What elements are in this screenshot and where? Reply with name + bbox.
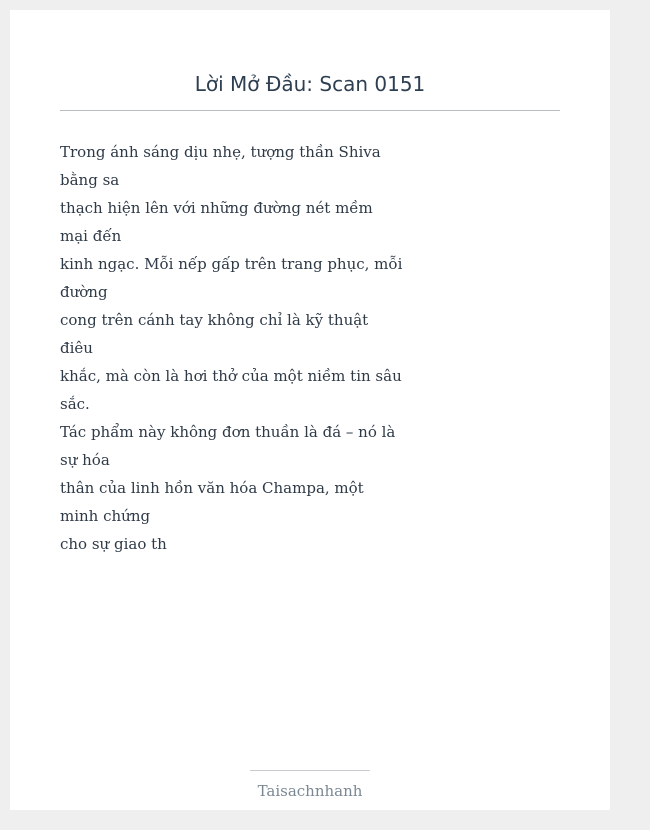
body-line: kinh ngạc. Mỗi nếp gấp trên trang phục, mỗi đường — [60, 255, 403, 301]
document-page — [10, 10, 610, 810]
body-line: khắc, mà còn là hơi thở của một niềm tin sâu sắc. — [60, 367, 402, 413]
body-line: cong trên cánh tay không chỉ là kỹ thuật điêu — [60, 311, 369, 357]
title-divider — [60, 110, 560, 111]
body-line: Trong ánh sáng dịu nhẹ, tượng thần Shiva bằng sa — [60, 143, 381, 189]
body-line: thạch hiện lên với những đường nét mềm mại đến — [60, 199, 373, 245]
body-line: Tác phẩm này không đơn thuần là đá – nó là sự hóa — [60, 423, 396, 469]
body-paragraph — [60, 138, 405, 558]
footer-divider — [250, 770, 370, 771]
page-title: Lời Mở Đầu: Scan 0151 — [194, 72, 426, 96]
footer-publisher: Taisachnhanh — [257, 782, 363, 800]
body-line: cho sự giao th — [60, 535, 167, 553]
body-line: thân của linh hồn văn hóa Champa, một minh chứng — [60, 479, 364, 525]
